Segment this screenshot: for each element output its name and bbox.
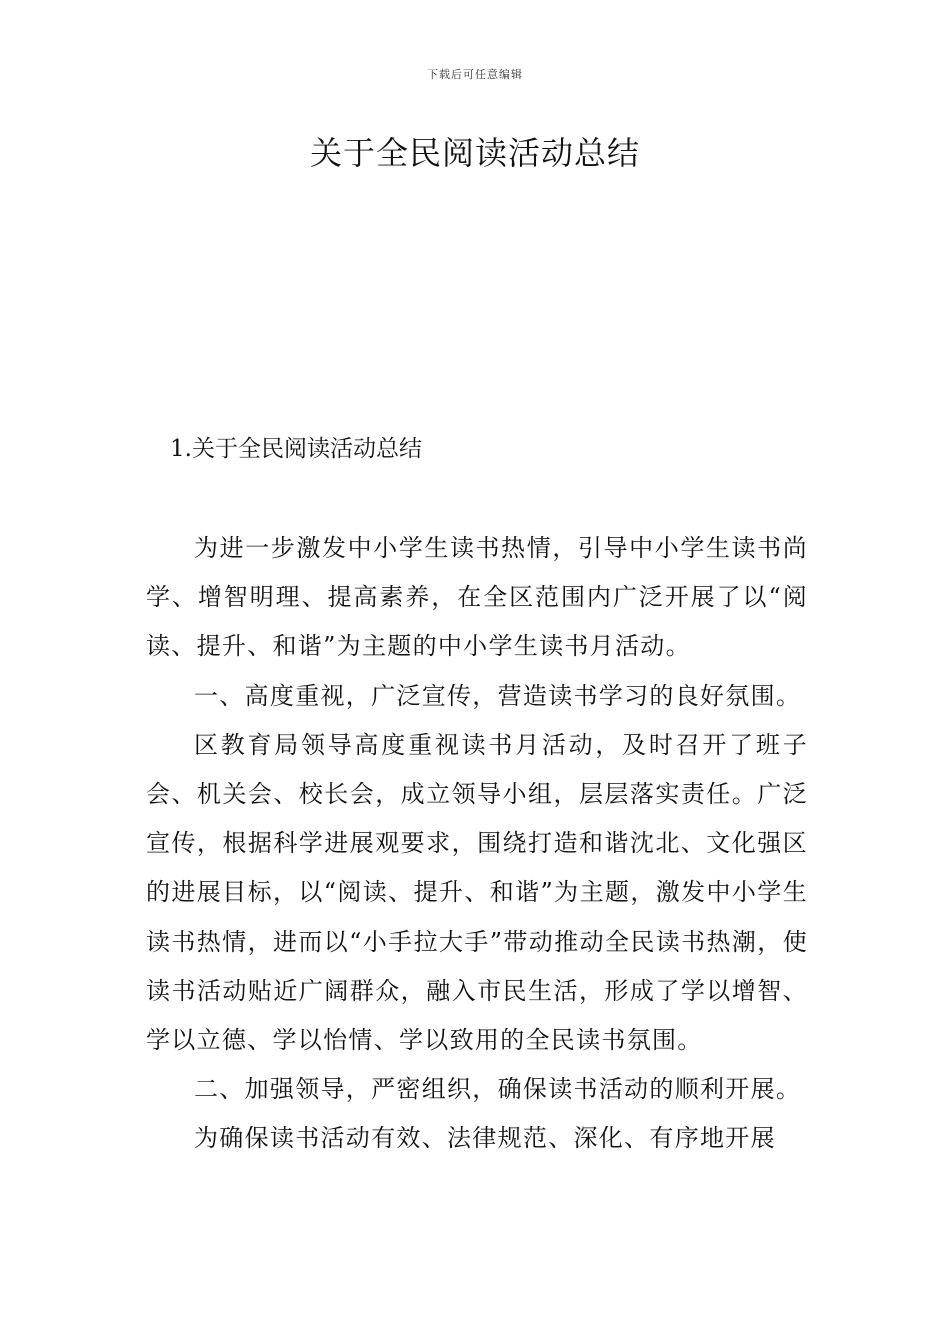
section-heading: 1.关于全民阅读活动总结	[170, 436, 422, 462]
paragraph: 一、高度重视，广泛宣传，营造读书学习的良好氛围。	[194, 681, 802, 710]
paragraph: 区教育局领导高度重视读书月活动，及时召开了班子会、机关会、校长会，成立领导小组，层层落实责任。广泛宣传，根据科学进展观要求，围绕打造和谐沈北、文化强区的进展目标，以“阅读、提升、和谐”为主题，激发中小学生读书热情，进而以“小手拉大手”带动推动全民读书热潮，使读书活动贴近广阔群众，融入市民生活，形成了学以增智、学以立德、学以怡情、学以致用的全民读书氛围。	[146, 730, 808, 1055]
document-body	[146, 524, 808, 1164]
header-note: 下载后可任意编辑	[427, 68, 523, 81]
paragraph: 为进一步激发中小学生读书热情，引导中小学生读书尚学、增智明理、提高素养，在全区范围内广泛开展了以“阅读、提升、和谐”为主题的中小学生读书月活动。	[146, 534, 808, 661]
document-title: 关于全民阅读活动总结	[309, 134, 640, 172]
paragraph: 为确保读书活动有效、法律规范、深化、有序地开展	[194, 1124, 776, 1153]
paragraph: 二、加强领导，严密组织，确保读书活动的顺利开展。	[194, 1075, 802, 1104]
